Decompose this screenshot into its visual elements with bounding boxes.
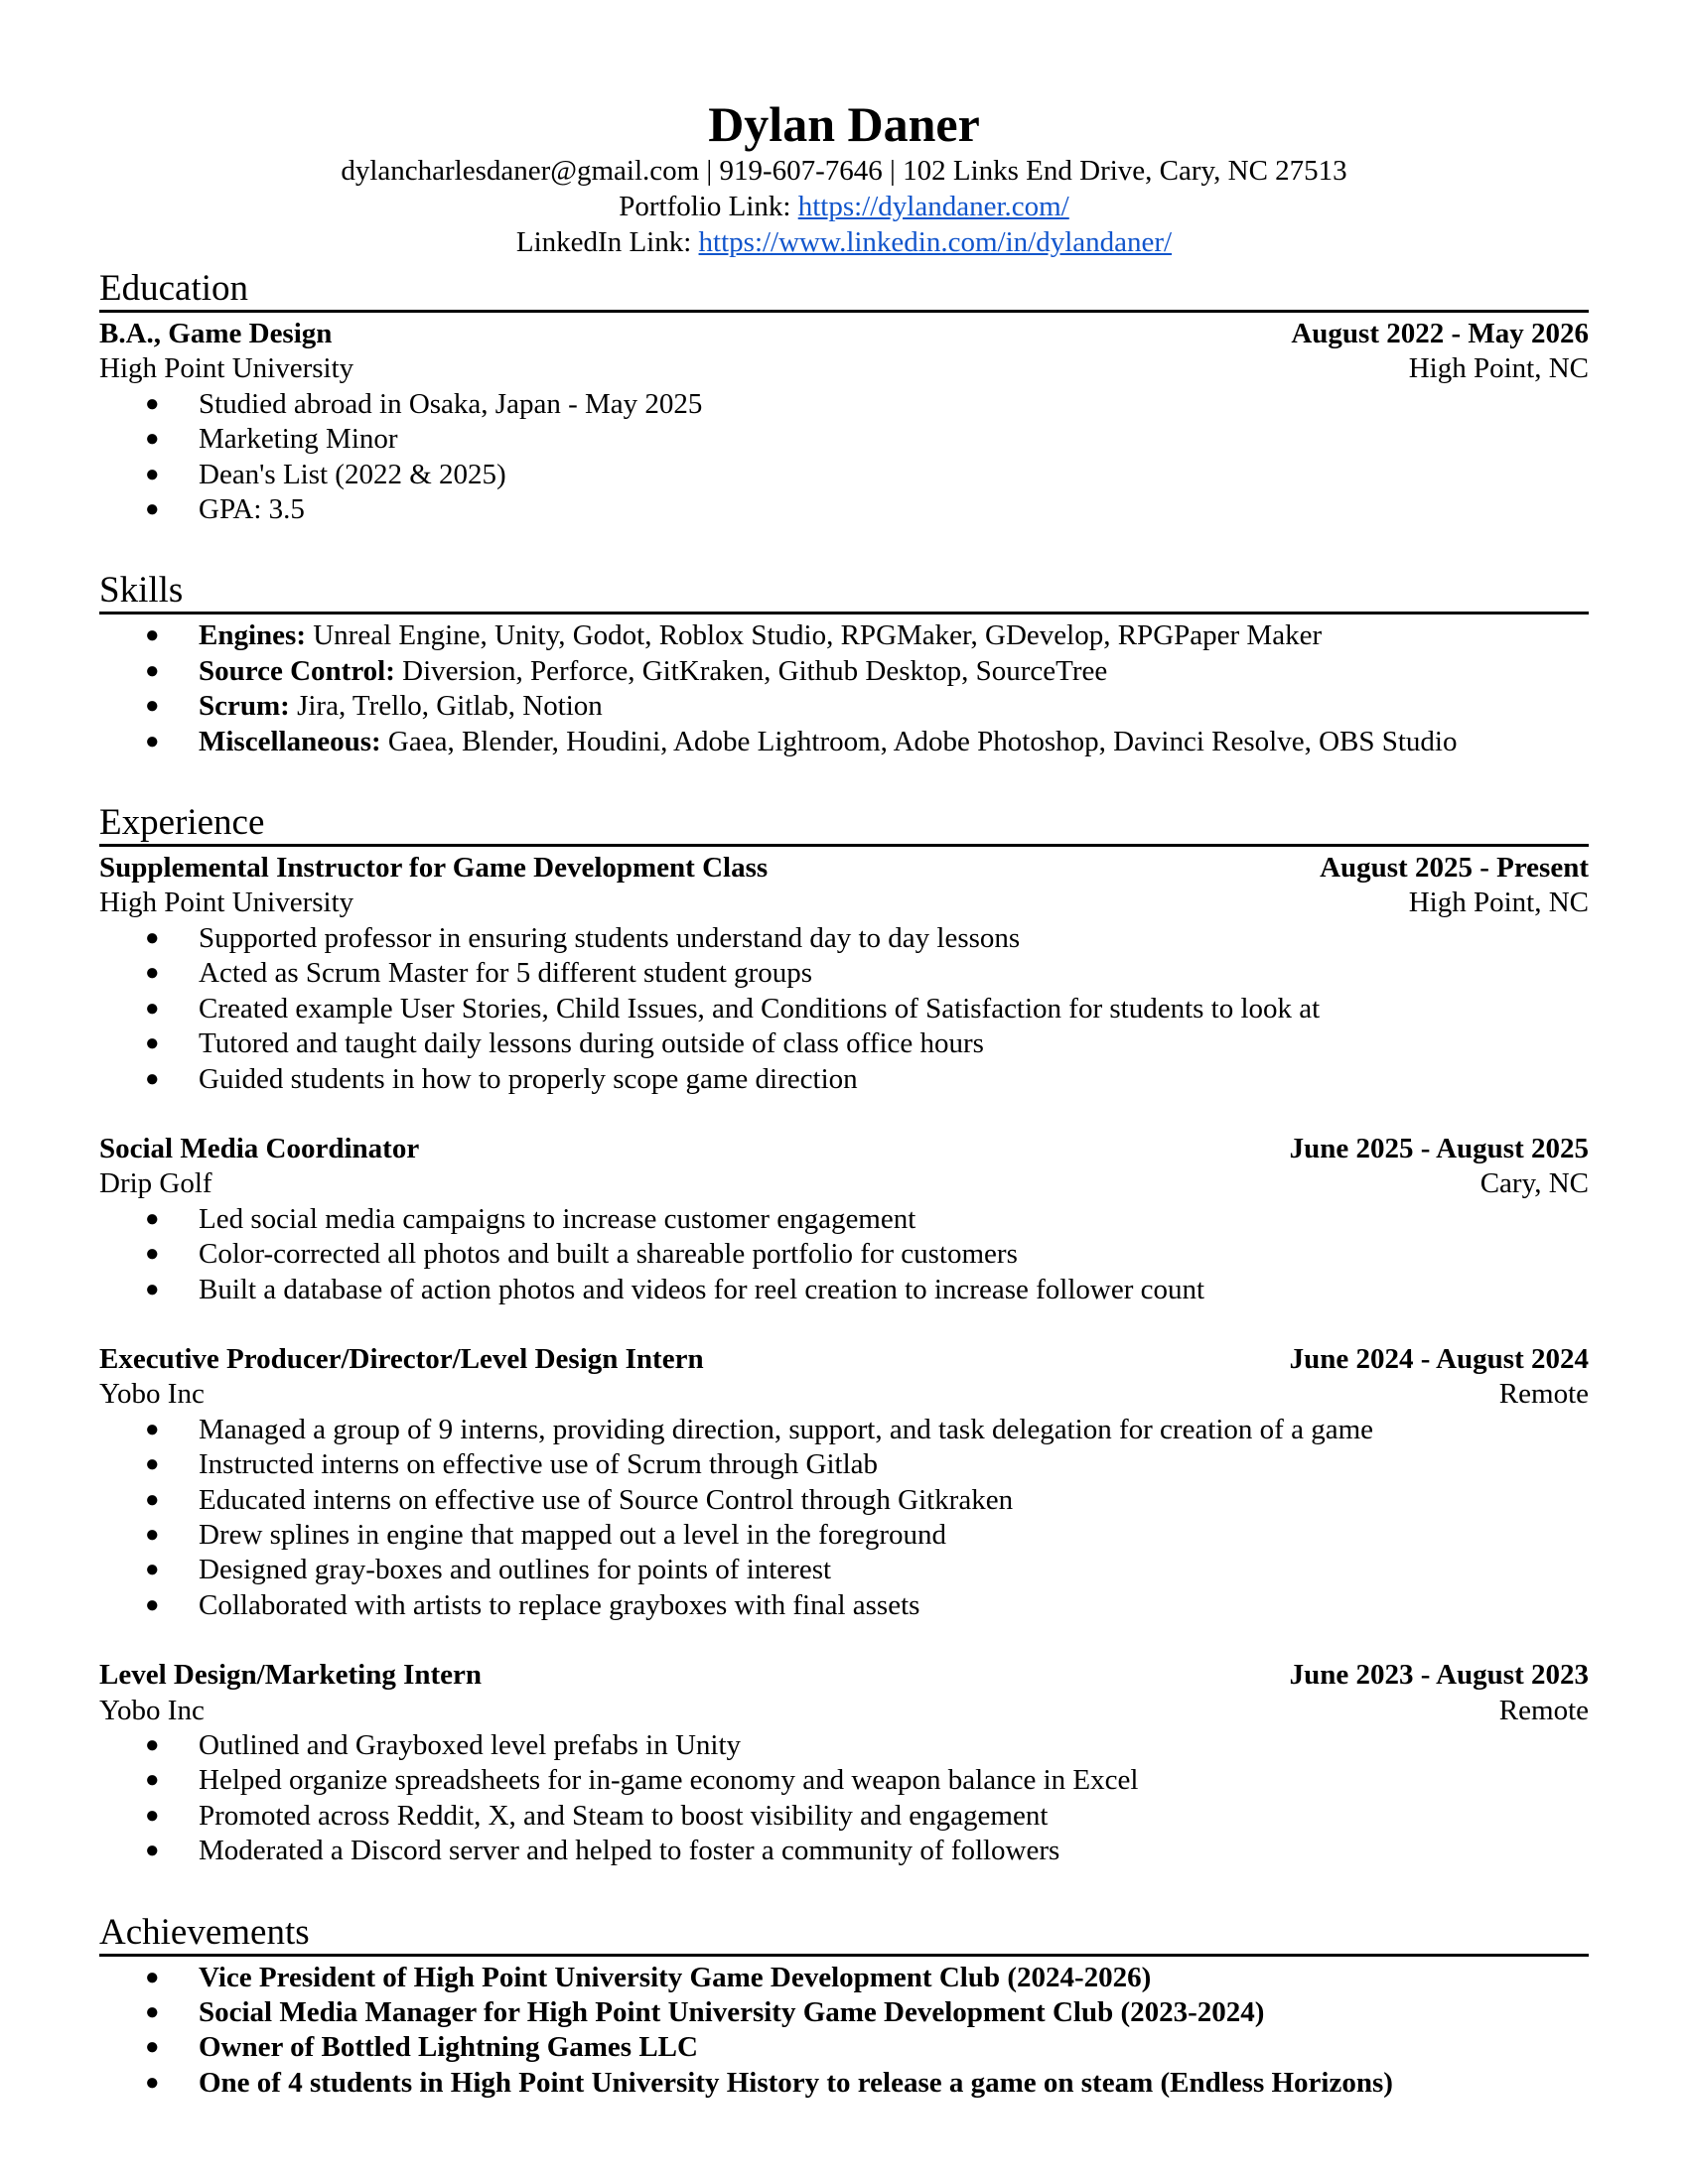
skill-value: Jira, Trello, Gitlab, Notion [289,690,603,723]
list-item: ● Supported professor in ensuring students understand day to day lessons [99,921,1589,956]
job-org: Drip Golf [99,1167,212,1200]
bullet-icon: ● [145,924,160,951]
skills-section [99,570,1589,759]
bullet-icon: ● [145,1451,160,1478]
bullet-icon: ● [145,1276,160,1302]
bullet-icon: ● [145,1999,160,2026]
degree: B.A., Game Design [99,318,333,349]
bullet-icon: ● [145,496,160,523]
job-role: Supplemental Instructor for Game Development Class [99,852,769,885]
job-title-row [99,851,1589,886]
list-item: ● Color-corrected all photos and built a shareable portfolio for customers [99,1237,1589,1272]
list-item: ● Helped organize spreadsheets for in-game economy and weapon balance in Excel [99,1763,1589,1798]
spacer [99,759,1589,794]
bullet-icon: ● [145,960,160,987]
list-item: ● Led social media campaigns to increase customer engagement [99,1202,1589,1237]
achievements-heading: Achievements [99,1912,1589,1957]
achievements-bullets [99,1961,1589,2102]
bullet-icon: ● [145,995,160,1022]
list-item [99,654,1589,689]
job-bullets [99,1413,1589,1623]
contact-line: dylancharlesdaner@gmail.com | 919-607-7646 | 102 Links End Drive, Cary, NC 27513 [341,155,1347,187]
list-item: ● Instructed interns on effective use of Scrum through Gitlab [99,1447,1589,1482]
job-org-row [99,1377,1589,1412]
list-item: ● Dean's List (2022 & 2025) [99,458,1589,492]
experience-heading: Experience [99,802,1589,847]
bullet-icon: ● [145,426,160,453]
list-item [99,725,1589,759]
list-item: ● Managed a group of 9 interns, providing direction, support, and task delegation for creation of a game [99,1413,1589,1447]
list-item: ● GPA: 3.5 [99,492,1589,527]
list-item: ● Vice President of High Point University Game Development Club (2024-2026) [99,1961,1589,1995]
bullet-icon: ● [145,1591,160,1618]
list-item: ● Acted as Scrum Master for 5 different student groups [99,956,1589,991]
bullet-icon: ● [145,622,160,649]
job-role: Social Media Coordinator [99,1132,420,1164]
job-bullets [99,921,1589,1097]
job-title-row [99,1132,1589,1166]
job-org-row [99,1694,1589,1728]
bullet-icon: ● [145,1964,160,1990]
bullet-icon: ● [145,657,160,684]
list-item: ● Collaborated with artists to replace grayboxes with final assets [99,1588,1589,1623]
linkedin-link[interactable]: https://www.linkedin.com/in/dylandaner/ [698,226,1173,258]
list-item: ● Built a database of action photos and videos for reel creation to increase follower count [99,1273,1589,1307]
job-role: Level Design/Marketing Intern [99,1659,483,1692]
bullet-icon: ● [145,1802,160,1829]
skill-value: Unreal Engine, Unity, Godot, Roblox Studio, RPGMaker, GDevelop, RPGPaper Maker [305,619,1323,652]
education-school-row [99,351,1589,386]
experience-section [99,802,1589,1869]
linkedin-label: LinkedIn Link: [515,226,699,258]
bullet-icon: ● [145,1767,160,1794]
list-item: ● Educated interns on effective use of Source Control through Gitkraken [99,1483,1589,1518]
bullet-icon: ● [145,1838,160,1864]
job-title-row [99,1342,1589,1377]
spacer [99,1097,1589,1132]
list-item: ● Owner of Bottled Lightning Games LLC [99,2030,1589,2065]
list-item: ● Outlined and Grayboxed level prefabs in Unity [99,1728,1589,1763]
bullet-icon: ● [145,728,160,754]
job-dates: June 2024 - August 2024 [1289,1342,1589,1375]
portfolio-link[interactable]: https://dylandaner.com/ [797,191,1069,222]
education-bullets [99,387,1589,528]
job-title-row [99,1658,1589,1693]
skills-bullets [99,618,1589,759]
portfolio-label: Portfolio Link: [619,191,798,222]
bullet-icon: ● [145,1065,160,1092]
job-dates: June 2025 - August 2025 [1289,1132,1589,1164]
bullet-icon: ● [145,390,160,417]
list-item: ● Social Media Manager for High Point University Game Development Club (2023-2024) [99,1995,1589,2030]
job-bullets [99,1728,1589,1869]
bullet-icon: ● [145,1521,160,1548]
list-item: ● Tutored and taught daily lessons during outside of class office hours [99,1026,1589,1061]
bullet-icon: ● [145,2034,160,2061]
job-location: High Point, NC [1408,887,1589,919]
candidate-name: Dylan Daner [708,96,980,152]
list-item [99,689,1589,724]
spacer [99,1307,1589,1342]
list-item: ● Studied abroad in Osaka, Japan - May 2025 [99,387,1589,422]
bullet-icon: ● [145,2069,160,2096]
portfolio-line [99,189,1589,224]
spacer [99,527,1589,562]
spacer [99,1869,1589,1904]
job-bullets [99,1202,1589,1307]
education-section [99,268,1589,527]
resume-page [99,95,1589,2101]
job-org: Yobo Inc [99,1694,205,1726]
school: High Point University [99,352,354,385]
skill-label: Engines: [199,619,306,652]
job-org: High Point University [99,887,354,919]
job-dates: August 2025 - Present [1320,852,1589,885]
bullet-icon: ● [145,1030,160,1057]
skill-label: Source Control: [199,654,395,687]
list-item: ● One of 4 students in High Point University History to release a game on steam (Endless Horizons) [99,2066,1589,2101]
bullet-icon: ● [145,461,160,487]
education-dates: August 2022 - May 2026 [1291,318,1589,349]
list-item: ● Moderated a Discord server and helped to foster a community of followers [99,1834,1589,1868]
skill-label: Miscellaneous: [199,725,381,757]
bullet-icon: ● [145,1241,160,1268]
bullet-icon: ● [145,1205,160,1232]
education-heading: Education [99,268,1589,313]
job-role: Executive Producer/Director/Level Design Intern [99,1342,704,1375]
linkedin-line [99,224,1589,260]
bullet-icon: ● [145,1416,160,1442]
skill-value: Diversion, Perforce, GitKraken, Github Desktop, SourceTree [394,654,1108,687]
list-item: ● Guided students in how to properly scope game direction [99,1062,1589,1097]
bullet-icon: ● [145,1486,160,1513]
job-dates: June 2023 - August 2023 [1289,1659,1589,1692]
list-item: ● Marketing Minor [99,422,1589,457]
bullet-icon: ● [145,1557,160,1583]
skill-value: Gaea, Blender, Houdini, Adobe Lightroom, Adobe Photoshop, Davinci Resolve, OBS Studio [380,725,1458,757]
list-item: ● Promoted across Reddit, X, and Steam to boost visibility and engagement [99,1799,1589,1834]
bullet-icon: ● [145,1732,160,1758]
list-item [99,618,1589,653]
achievements-section [99,1912,1589,2102]
job-org-row [99,1166,1589,1201]
spacer [99,1623,1589,1658]
job-org-row [99,886,1589,920]
list-item: ● Designed gray-boxes and outlines for points of interest [99,1553,1589,1587]
list-item: ● Drew splines in engine that mapped out a level in the foreground [99,1518,1589,1553]
list-item: ● Created example User Stories, Child Issues, and Conditions of Satisfaction for students to look at [99,992,1589,1026]
job-location: Remote [1498,1378,1589,1411]
skills-heading: Skills [99,570,1589,614]
skill-label: Scrum: [199,690,290,723]
bullet-icon: ● [145,693,160,720]
education-location: High Point, NC [1408,352,1589,385]
education-degree-row [99,317,1589,351]
job-org: Yobo Inc [99,1378,205,1411]
job-location: Cary, NC [1479,1167,1589,1200]
job-location: Remote [1498,1694,1589,1726]
